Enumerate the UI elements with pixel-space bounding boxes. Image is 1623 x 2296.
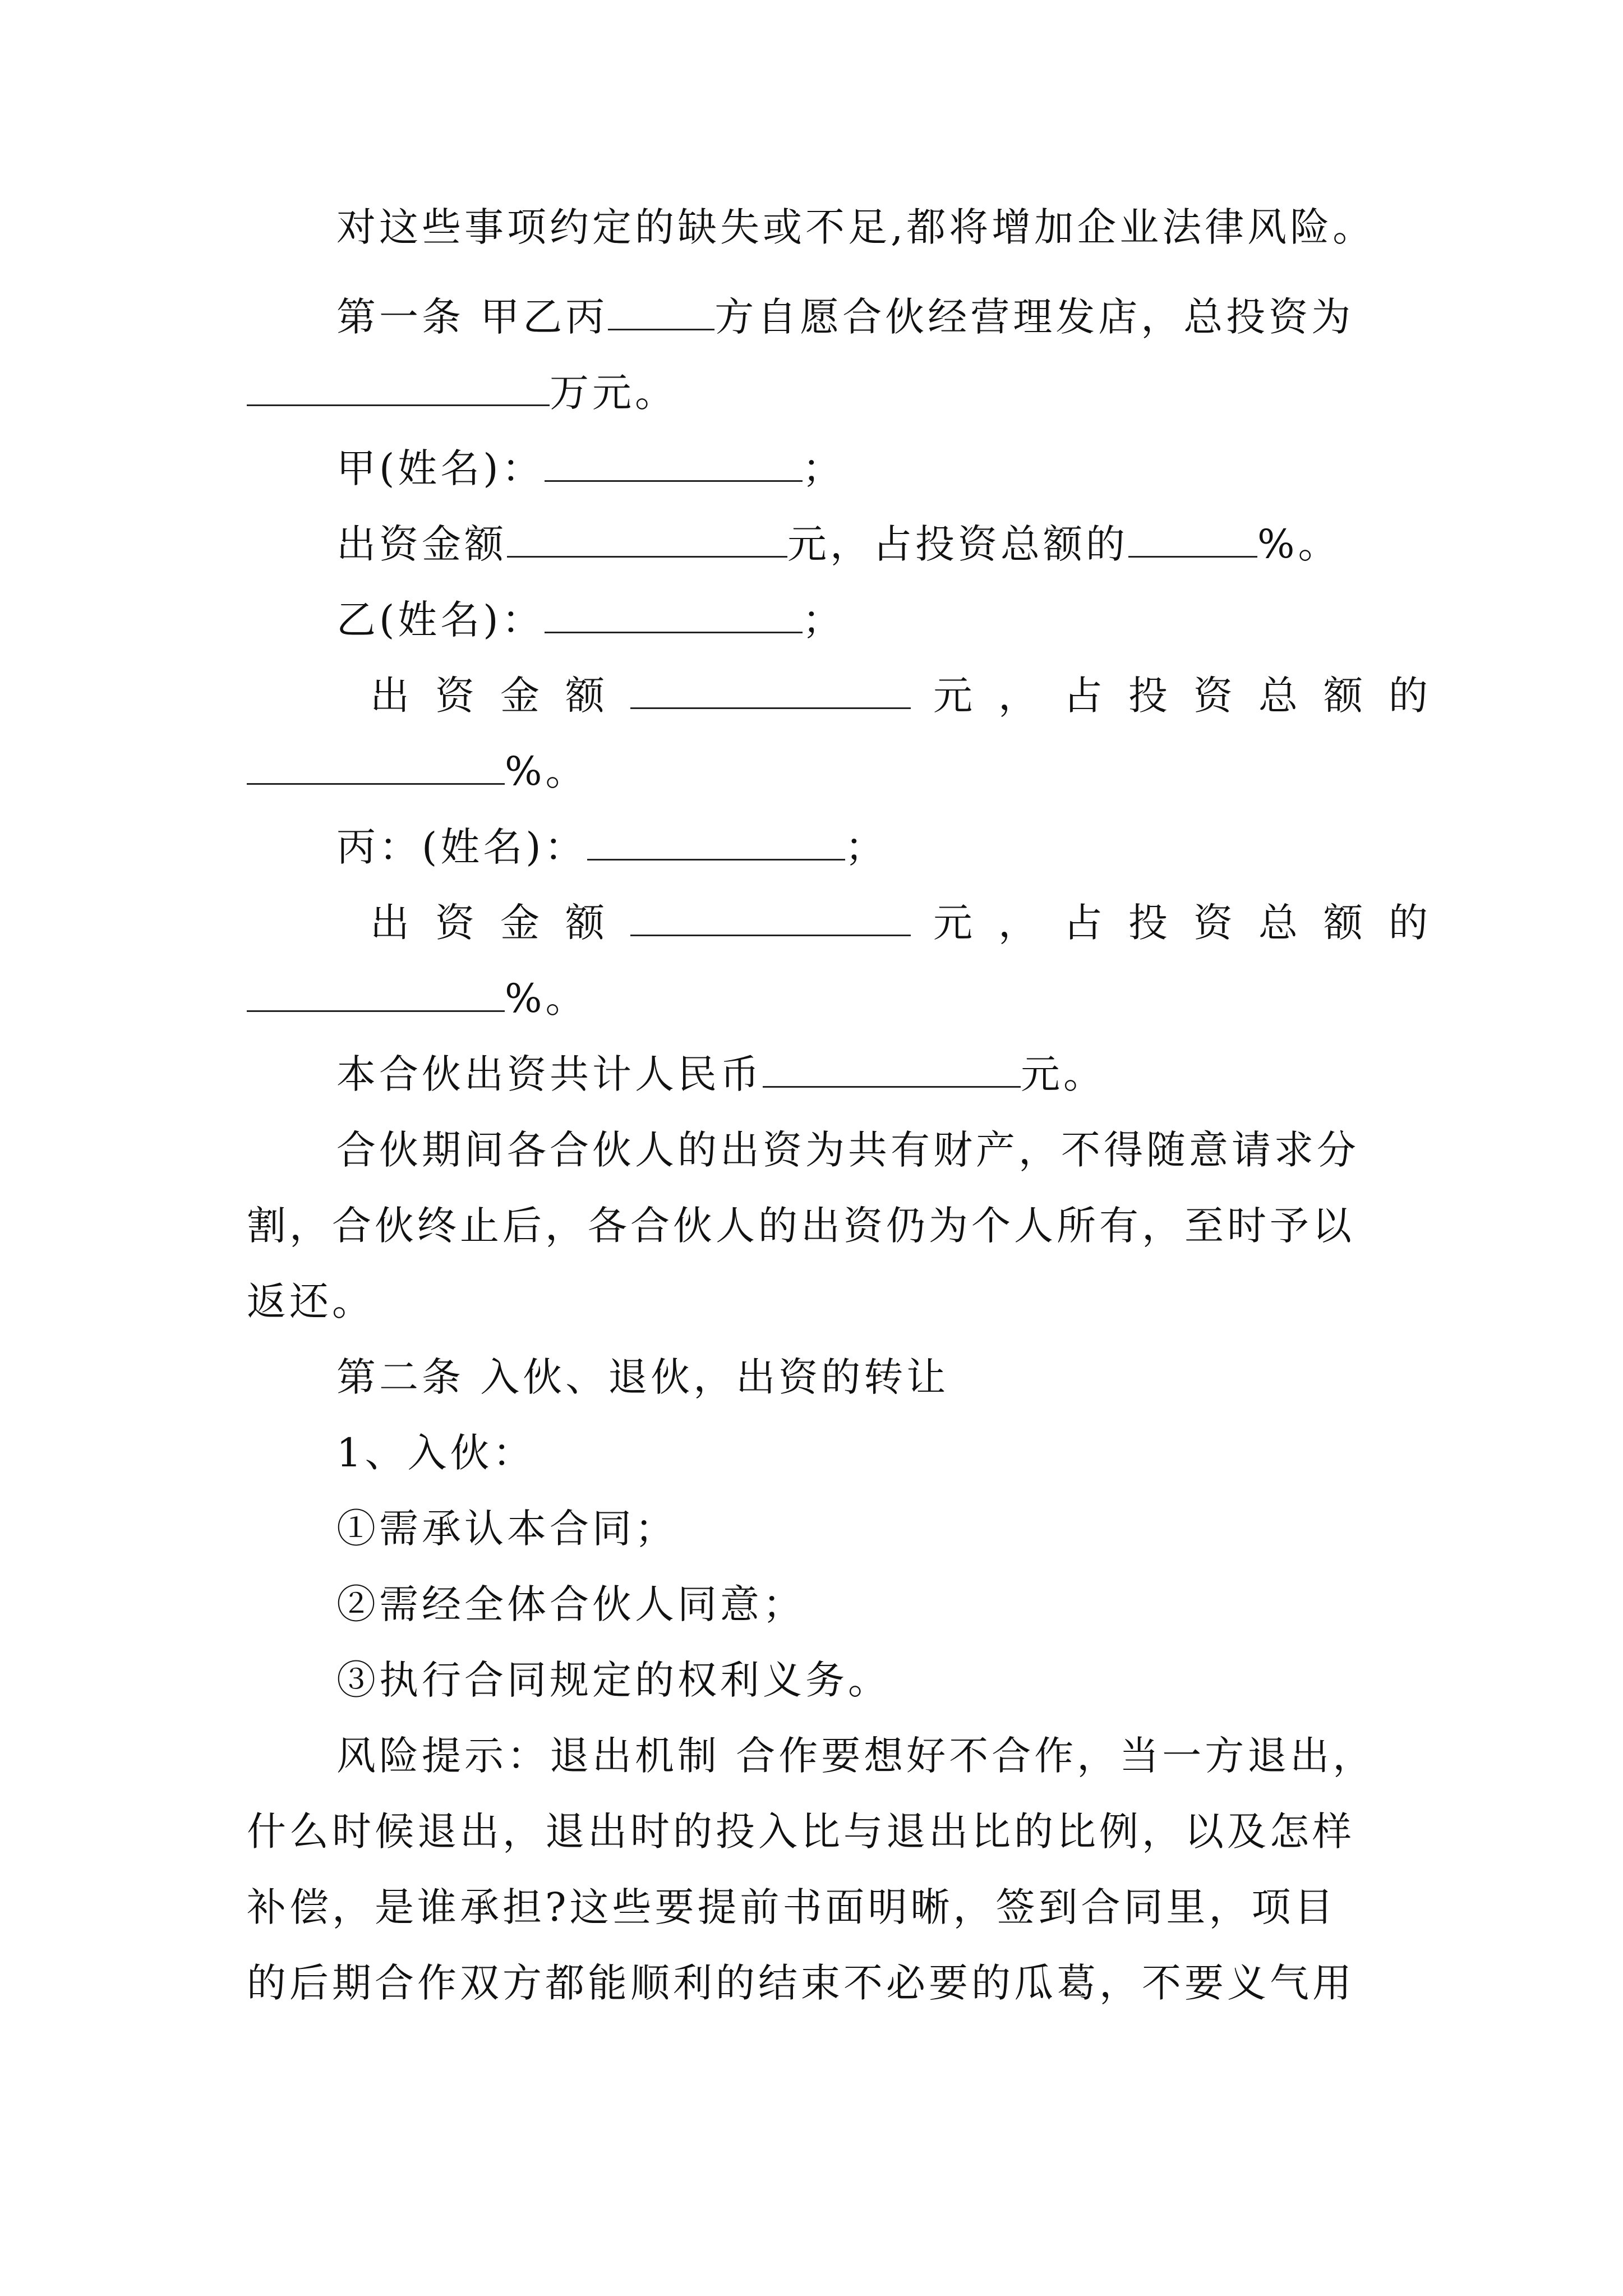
party-a-contribution: 出资金额 元，占投资总额的 %。	[336, 521, 1341, 567]
party-b-percent-blank	[247, 749, 505, 785]
total-investment-blank	[247, 371, 550, 406]
risk-tip-paragraph: 风险提示：退出机制 合作要想好不合作，当一方退出，	[336, 1733, 1376, 1779]
party-c-percent-blank	[247, 977, 505, 1012]
party-a-name-blank	[545, 447, 803, 482]
party-c-percent-line: %。	[247, 970, 1436, 1027]
total-investment-line: 万元。	[247, 365, 1436, 421]
joint-property-paragraph-end: 返还。	[247, 1278, 375, 1324]
joint-property-paragraph: 合伙期间各合伙人的出资为共有财产，不得随意请求分	[336, 1127, 1359, 1173]
join-condition-1: ①需承认本合同；	[336, 1506, 677, 1552]
party-a-name: 甲(姓名)： ；	[336, 445, 845, 491]
risk-tip-paragraph-cont-2: 补偿，是谁承担?这些要提前书面明晰，签到合同里，项目	[247, 1884, 1337, 1930]
article-one-heading: 第一条 甲乙丙 方自愿合伙经营理发店，总投资为	[336, 294, 1354, 340]
party-c-amount-blank	[630, 901, 911, 936]
join-condition-3: ③执行合同规定的权利义务。	[336, 1657, 891, 1703]
party-c-name: 丙：(姓名)： ；	[336, 824, 888, 870]
risk-tip-paragraph-cont-1: 什么时候退出，退出时的投入比与退出比的比例，以及怎样	[247, 1809, 1355, 1855]
party-b-name: 乙(姓名)： ；	[336, 597, 845, 643]
join-heading: 1、入伙：	[336, 1430, 536, 1476]
joint-property-paragraph-cont: 割，合伙终止后，各合伙人的出资仍为个人所有，至时予以	[247, 1203, 1355, 1249]
party-b-amount-blank	[630, 674, 911, 709]
join-condition-2: ②需经全体合伙人同意；	[336, 1581, 805, 1627]
party-b-contribution: 出资金额 元，占投资总额的	[370, 673, 1454, 719]
party-b-percent-line: %。	[247, 743, 1436, 799]
party-a-amount-blank	[507, 522, 787, 558]
party-c-name-blank	[587, 825, 845, 861]
total-contribution-blank	[763, 1052, 1021, 1088]
party-a-percent-blank	[1128, 522, 1257, 558]
party-b-name-blank	[545, 598, 803, 633]
party-c-contribution: 出资金额 元，占投资总额的	[370, 900, 1454, 946]
total-contribution-line: 本合伙出资共计人民币 元。	[336, 1051, 1106, 1097]
parties-blank	[608, 295, 714, 330]
article-two-heading: 第二条 入伙、退伙，出资的转让	[336, 1354, 949, 1400]
risk-tip-paragraph-cont-3: 的后期合作双方都能顺利的结束不必要的瓜葛，不要义气用	[247, 1960, 1355, 2006]
paragraph-risk-intro: 对这些事项约定的缺失或不足,都将增加企业法律风险。	[336, 204, 1376, 250]
